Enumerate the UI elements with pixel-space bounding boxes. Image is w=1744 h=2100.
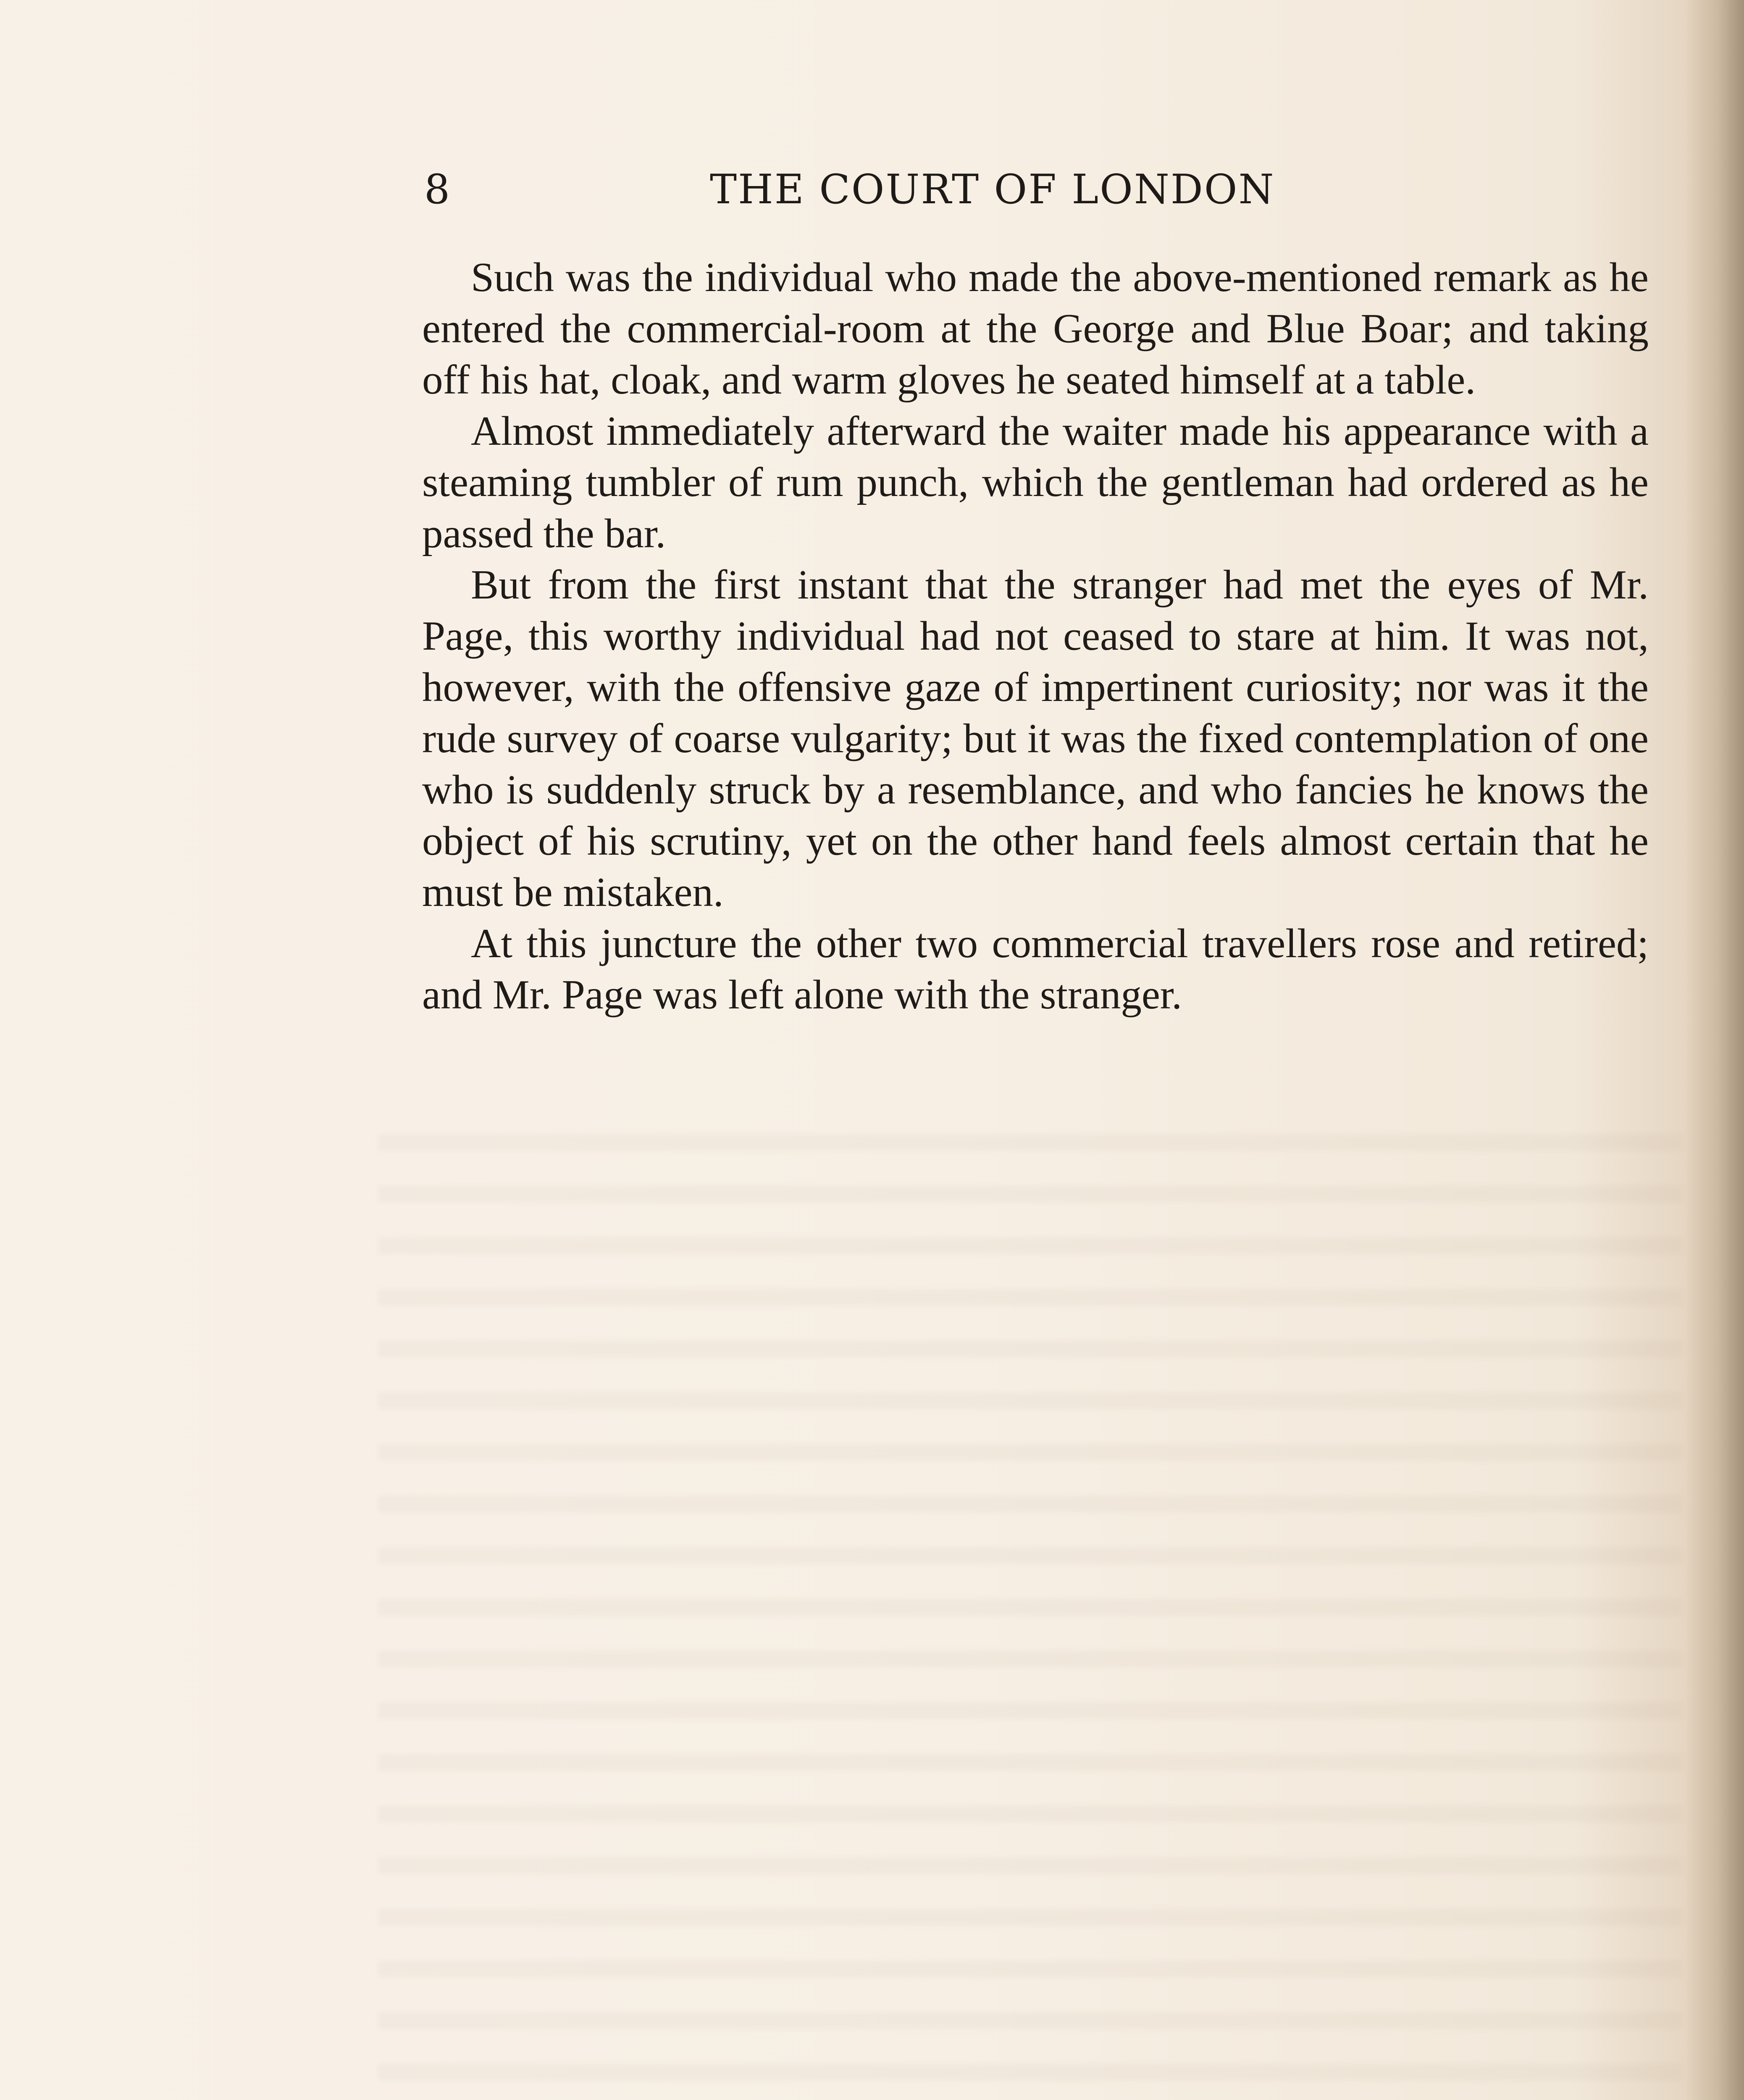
body-text	[422, 252, 1649, 1021]
page-edge-shadow	[1685, 0, 1744, 2100]
running-title: THE COURT OF LONDON	[710, 166, 1275, 213]
page-number: 8	[424, 166, 450, 213]
paragraph: At this juncture the other two commercial travellers rose and retired; and Mr. Page was left alone with the stranger.	[422, 921, 1649, 1018]
running-head	[424, 166, 1361, 225]
show-through-text	[378, 1134, 1680, 2100]
paragraph: But from the first instant that the stranger had met the eyes of Mr. Page, this worthy individual had not ceased to stare at him. It was not, however, with the offensive gaze of impertinent curiosity; nor was it the rude survey of coarse vulgarity; but it was the fixed contemplation of one who is suddenly struck by a resemblance, and who fancies he knows the object of his scrutiny, yet on the other hand feels almost certain that he must be mistaken.	[422, 562, 1649, 915]
paragraph: Such was the individual who made the above-mentioned remark as he entered the commercial-room at the George and Blue Boar; and taking off his hat, cloak, and warm gloves he seated himself at a table.	[422, 255, 1649, 403]
paragraph: Almost immediately afterward the waiter made his appearance with a steaming tumbler of rum punch, which the gentleman had ordered as he passed the bar.	[422, 408, 1649, 556]
